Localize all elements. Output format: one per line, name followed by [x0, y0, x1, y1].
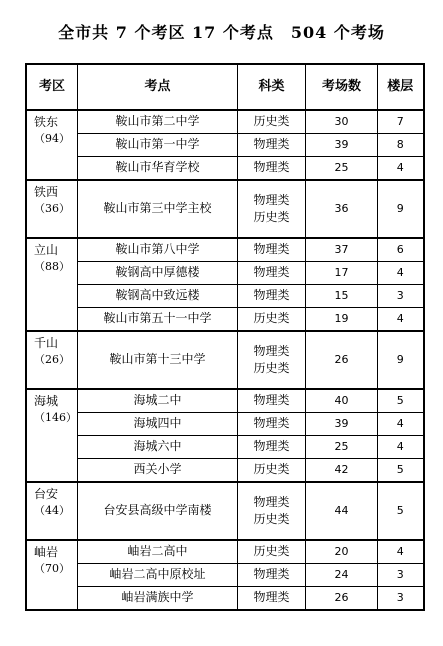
subject-cell	[238, 564, 306, 587]
table-row	[26, 482, 424, 540]
site-name: 鞍山市第二中学	[78, 110, 238, 134]
floor-count: 5	[378, 482, 424, 540]
district-cell	[26, 482, 78, 540]
subject-label: 物理类	[253, 265, 290, 280]
district-cell	[26, 331, 78, 389]
subject-label: 历史类	[253, 361, 290, 375]
header-rooms: 考场数	[306, 64, 378, 110]
room-count: 25	[306, 157, 378, 181]
room-count: 25	[306, 436, 378, 459]
table-row	[26, 134, 424, 157]
floor-count: 6	[378, 238, 424, 262]
header-site: 考点	[78, 64, 238, 110]
subject-label: 历史类	[253, 544, 290, 559]
district-cell	[26, 540, 78, 610]
district-cell	[26, 238, 78, 331]
room-count: 15	[306, 285, 378, 308]
subject-cell	[238, 389, 306, 413]
site-name: 鞍山市第三中学主校	[78, 180, 238, 238]
table-row	[26, 180, 424, 238]
room-count: 30	[306, 110, 378, 134]
table-row	[26, 413, 424, 436]
room-count: 20	[306, 540, 378, 564]
district-name: 铁东	[34, 115, 59, 129]
floor-count: 4	[378, 540, 424, 564]
header-row	[26, 64, 424, 110]
site-name: 海城二中	[78, 389, 238, 413]
subject-label: 物理类	[253, 416, 290, 431]
subject-cell	[238, 285, 306, 308]
room-count: 17	[306, 262, 378, 285]
subject-label: 历史类	[253, 114, 290, 129]
subject-label: 物理类	[253, 242, 290, 257]
subject-label: 物理类	[253, 439, 290, 454]
subject-cell	[238, 459, 306, 483]
floor-count: 3	[378, 564, 424, 587]
district-count: （70）	[34, 562, 70, 576]
subject-label: 物理类	[253, 192, 290, 207]
district-count: （88）	[34, 260, 70, 274]
header-district: 考区	[26, 64, 78, 110]
table-row	[26, 331, 424, 389]
table-row	[26, 285, 424, 308]
floor-count: 8	[378, 134, 424, 157]
subject-cell	[238, 331, 306, 389]
district-cell	[26, 180, 78, 238]
floor-count: 4	[378, 157, 424, 181]
room-count: 24	[306, 564, 378, 587]
subject-label: 物理类	[253, 343, 290, 358]
site-name: 岫岩二高中	[78, 540, 238, 564]
subject-label: 物理类	[253, 494, 290, 509]
page-title: 全市共 7 个考区 17 个考点 504 个考场	[58, 23, 385, 42]
room-count: 40	[306, 389, 378, 413]
table-row	[26, 308, 424, 332]
subject-label: 历史类	[253, 462, 290, 477]
floor-count: 5	[378, 389, 424, 413]
subject-label: 历史类	[253, 512, 290, 526]
subject-label: 物理类	[253, 288, 290, 303]
floor-count: 4	[378, 262, 424, 285]
room-count: 39	[306, 134, 378, 157]
subject-cell	[238, 238, 306, 262]
table-row	[26, 436, 424, 459]
room-count: 44	[306, 482, 378, 540]
room-count: 19	[306, 308, 378, 332]
district-name: 千山	[34, 336, 59, 350]
subject-cell	[238, 110, 306, 134]
subject-cell	[238, 482, 306, 540]
floor-count: 3	[378, 285, 424, 308]
table-row	[26, 389, 424, 413]
district-name: 海城	[34, 394, 59, 408]
site-name: 鞍山市第五十一中学	[78, 308, 238, 332]
table-row	[26, 238, 424, 262]
exam-site-table	[25, 63, 425, 611]
room-count: 37	[306, 238, 378, 262]
site-name: 西关小学	[78, 459, 238, 483]
floor-count: 3	[378, 587, 424, 611]
subject-label: 历史类	[253, 311, 290, 326]
subject-label: 物理类	[253, 137, 290, 152]
room-count: 26	[306, 331, 378, 389]
district-name: 台安	[34, 487, 59, 501]
district-count: （26）	[34, 353, 70, 367]
floor-count: 4	[378, 413, 424, 436]
header-subject: 科类	[238, 64, 306, 110]
room-count: 39	[306, 413, 378, 436]
subject-cell	[238, 587, 306, 611]
subject-cell	[238, 157, 306, 181]
room-count: 42	[306, 459, 378, 483]
site-name: 岫岩满族中学	[78, 587, 238, 611]
subject-label: 物理类	[253, 160, 290, 175]
floor-count: 7	[378, 110, 424, 134]
site-name: 鞍钢高中致远楼	[78, 285, 238, 308]
subject-label: 物理类	[253, 567, 290, 582]
subject-cell	[238, 262, 306, 285]
floor-count: 9	[378, 180, 424, 238]
district-count: （44）	[34, 504, 70, 518]
district-cell	[26, 110, 78, 180]
subject-cell	[238, 413, 306, 436]
subject-label: 历史类	[253, 210, 290, 224]
district-count: （146）	[34, 411, 77, 425]
site-name: 台安县高级中学南楼	[78, 482, 238, 540]
table-row	[26, 540, 424, 564]
header-floors: 楼层	[378, 64, 424, 110]
subject-cell	[238, 436, 306, 459]
site-name: 鞍钢高中厚德楼	[78, 262, 238, 285]
subject-cell	[238, 540, 306, 564]
site-name: 鞍山市第十三中学	[78, 331, 238, 389]
subject-cell	[238, 308, 306, 332]
site-name: 鞍山市第一中学	[78, 134, 238, 157]
subject-label: 物理类	[253, 393, 290, 408]
subject-cell	[238, 180, 306, 238]
district-count: （94）	[34, 132, 70, 146]
site-name: 鞍山市华育学校	[78, 157, 238, 181]
table-row	[26, 262, 424, 285]
subject-cell	[238, 134, 306, 157]
table-body	[26, 110, 424, 610]
district-count: （36）	[34, 202, 70, 216]
table-row	[26, 110, 424, 134]
district-name: 铁西	[34, 185, 59, 199]
floor-count: 4	[378, 436, 424, 459]
floor-count: 4	[378, 308, 424, 332]
table-row	[26, 157, 424, 181]
site-name: 岫岩二高中原校址	[78, 564, 238, 587]
floor-count: 5	[378, 459, 424, 483]
floor-count: 9	[378, 331, 424, 389]
district-name: 岫岩	[34, 545, 59, 559]
district-cell	[26, 389, 78, 482]
room-count: 26	[306, 587, 378, 611]
site-name: 鞍山市第八中学	[78, 238, 238, 262]
table-row	[26, 564, 424, 587]
room-count: 36	[306, 180, 378, 238]
table-row	[26, 459, 424, 483]
site-name: 海城四中	[78, 413, 238, 436]
table-row	[26, 587, 424, 611]
district-name: 立山	[34, 243, 59, 257]
subject-label: 物理类	[253, 590, 290, 605]
site-name: 海城六中	[78, 436, 238, 459]
